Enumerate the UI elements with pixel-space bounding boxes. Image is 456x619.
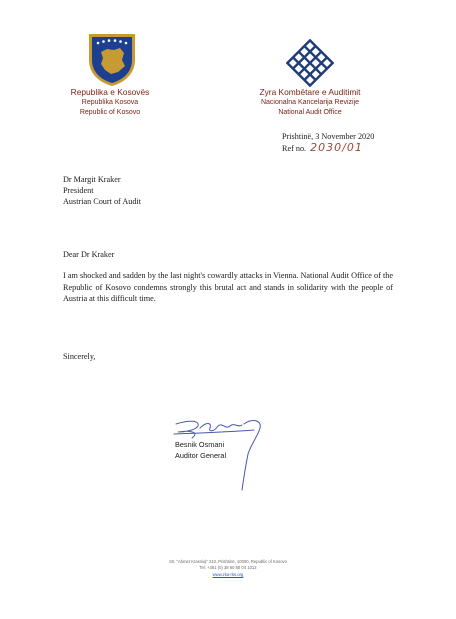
closing: Sincerely, bbox=[63, 352, 96, 361]
header-right-block bbox=[226, 87, 394, 118]
kosovo-coat-of-arms-icon bbox=[85, 30, 139, 88]
reference-number: 2030/01 bbox=[310, 141, 363, 154]
signatory-title: Auditor General bbox=[175, 450, 227, 460]
salutation: Dear Dr Kraker bbox=[63, 250, 115, 259]
header-left-line1: Republika e Kosovës bbox=[70, 87, 150, 97]
letter-date: Prishtinë, 3 November 2020 bbox=[282, 132, 375, 141]
signatory-name: Besnik Osmani bbox=[175, 440, 225, 449]
letter-body: I am shocked and sadden by the last night's cowardly attacks in Vienna. National Audit Office of the Republic of Kosovo condemns strongly this brutal act and stands in solidarity with the people of Austria at this difficult time. bbox=[63, 271, 393, 304]
footer bbox=[100, 559, 356, 578]
reference-row bbox=[282, 142, 432, 154]
recipient-block bbox=[63, 174, 141, 208]
date-reference-block bbox=[282, 131, 432, 154]
header-left-line2: Republika Kosova bbox=[81, 99, 139, 106]
signatory-block bbox=[175, 440, 226, 461]
header-right-line3: National Audit Office bbox=[278, 109, 342, 116]
header-left-line3: Republic of Kosovo bbox=[79, 109, 141, 116]
footer-phone: Tel: +381 (0) 38 60 60 04 1012 bbox=[199, 565, 257, 571]
footer-address: Str. "Ahmet Krasniqi" 210, Prishtinë, 10000, Republic of Kosovo bbox=[169, 559, 287, 564]
recipient-title: President bbox=[63, 186, 94, 196]
header-right-line2: Nacionalna Kancelarija Revizije bbox=[260, 99, 360, 106]
national-audit-office-logo-icon bbox=[286, 39, 334, 87]
header-right-line1: Zyra Kombëtare e Auditimit bbox=[259, 87, 361, 97]
header-left-block bbox=[40, 87, 180, 118]
recipient-name: Dr Margit Kraker bbox=[63, 175, 121, 184]
recipient-organization: Austrian Court of Audit bbox=[63, 197, 142, 207]
footer-website-link[interactable]: www.zka-rks.org bbox=[212, 571, 244, 577]
reference-label: Ref no. bbox=[282, 144, 307, 153]
